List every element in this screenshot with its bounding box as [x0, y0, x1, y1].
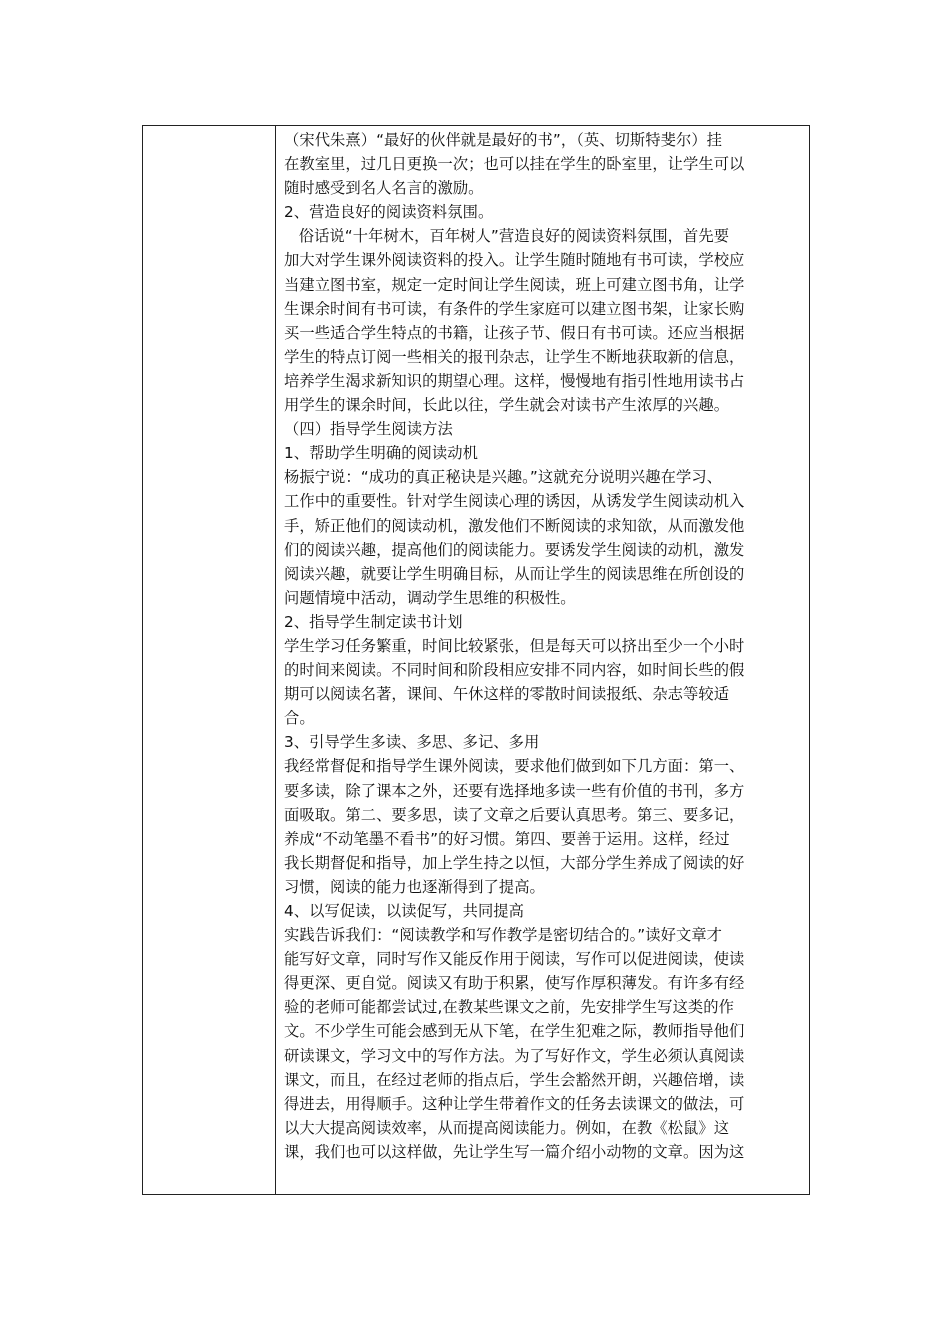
- text-line: 要多读，除了课本之外，还要有选择地多读一些有价值的书刊，多方: [284, 781, 745, 800]
- text-line: 们的阅读兴趣，提高他们的阅读能力。要诱发学生阅读的动机，激发: [284, 540, 745, 559]
- text-line: 我经常督促和指导学生课外阅读，要求他们做到如下几方面：第一、: [284, 757, 745, 776]
- text-line: 面吸取。第二、要多思，读了文章之后要认真思考。第三、要多记，: [284, 805, 745, 824]
- text-line: 当建立图书室，规定一定时间让学生阅读，班上可建立图书角，让学: [284, 275, 745, 294]
- text-line: 俗话说“十年树木，百年树人”营造良好的阅读资料氛围，首先要: [284, 227, 730, 246]
- table-left-cell: [143, 126, 276, 1194]
- text-line: 以大大提高阅读效率，从而提高阅读能力。例如，在教《松鼠》这: [284, 1118, 730, 1137]
- text-line: 得进去，用得顺手。这种让学生带着作文的任务去读课文的做法，可: [284, 1094, 745, 1113]
- table-content-cell: [276, 126, 809, 1194]
- text-line: 买一些适合学生特点的书籍，让孩子节、假日有书可读。还应当根据: [284, 323, 745, 342]
- document-table: [142, 125, 810, 1195]
- text-line: 我长期督促和指导，加上学生持之以恒，大部分学生养成了阅读的好: [284, 853, 745, 872]
- text-line: （宋代朱熹）“最好的伙伴就是最好的书”，（英、切斯特斐尔）挂: [284, 131, 723, 149]
- text-line: 实践告诉我们：“阅读教学和写作教学是密切结合的。”读好文章才: [284, 926, 723, 945]
- text-line: 问题情境中活动，调动学生思维的积极性。: [284, 588, 576, 607]
- text-line: 杨振宁说：“成功的真正秘诀是兴趣。”这就充分说明兴趣在学习、: [284, 468, 723, 487]
- text-line: 验的老师可能都尝试过,在教某些课文之前，先安排学生写这类的作: [284, 998, 734, 1017]
- section-heading: （四）指导学生阅读方法: [284, 420, 453, 439]
- text-line: 能写好文章，同时写作又能反作用于阅读，写作可以促进阅读，使读: [284, 950, 745, 969]
- text-line: 工作中的重要性。针对学生阅读心理的诱因，从诱发学生阅读动机入: [284, 492, 745, 511]
- text-line: 课文，而且，在经过老师的指点后，学生会豁然开朗，兴趣倍增，读: [284, 1070, 745, 1089]
- text-line: 加大对学生课外阅读资料的投入。让学生随时随地有书可读，学校应: [284, 251, 745, 270]
- text-line: 研读课文，学习文中的写作方法。为了写好作文，学生必须认真阅读: [284, 1046, 745, 1065]
- text-line: 课，我们也可以这样做，先让学生写一篇介绍小动物的文章。因为这: [284, 1142, 745, 1161]
- text-line: 手，矫正他们的阅读动机，激发他们不断阅读的求知欲，从而激发他: [284, 516, 745, 535]
- text-line: 期可以阅读名著，课间、午休这样的零散时间读报纸、杂志等较适: [284, 685, 730, 704]
- section-heading: 2、指导学生制定读书计划: [284, 612, 463, 631]
- text-line: 的时间来阅读。不同时间和阶段相应安排不同内容，如时间长些的假: [284, 661, 745, 680]
- text-line: 随时感受到名人名言的激励。: [284, 179, 484, 198]
- section-heading: 2、营造良好的阅读资料氛围。: [284, 203, 494, 222]
- text-line: 养成“不动笔墨不看书”的好习惯。第四、要善于运用。这样，经过: [284, 829, 730, 848]
- text-line: 文。不少学生可能会感到无从下笔，在学生犯难之际，教师指导他们: [284, 1022, 745, 1041]
- text-line: 培养学生渴求新知识的期望心理。这样，慢慢地有指引性地用读书占: [284, 371, 745, 390]
- text-line: 合。: [284, 709, 315, 728]
- section-heading: 1、帮助学生明确的阅读动机: [284, 444, 478, 463]
- text-line: 学生学习任务繁重，时间比较紧张，但是每天可以挤出至少一个小时: [284, 636, 745, 655]
- section-heading: 3、引导学生多读、多思、多记、多用: [284, 733, 540, 752]
- text-line: 生课余时间有书可读，有条件的学生家庭可以建立图书架，让家长购: [284, 299, 745, 318]
- text-line: 习惯，阅读的能力也逐渐得到了提高。: [284, 877, 545, 896]
- text-line: 学生的特点订阅一些相关的报刊杂志，让学生不断地获取新的信息，: [284, 347, 745, 366]
- section-heading: 4、以写促读，以读促写，共同提高: [284, 902, 524, 920]
- text-line: 阅读兴趣，就要让学生明确目标，从而让学生的阅读思维在所创设的: [284, 564, 745, 583]
- text-line: 用学生的课余时间，长此以往，学生就会对读书产生浓厚的兴趣。: [284, 396, 730, 415]
- text-line: 在教室里，过几日更换一次；也可以挂在学生的卧室里，让学生可以: [284, 155, 745, 174]
- text-line: 得更深、更自觉。阅读又有助于积累，使写作厚积薄发。有许多有经: [284, 974, 745, 993]
